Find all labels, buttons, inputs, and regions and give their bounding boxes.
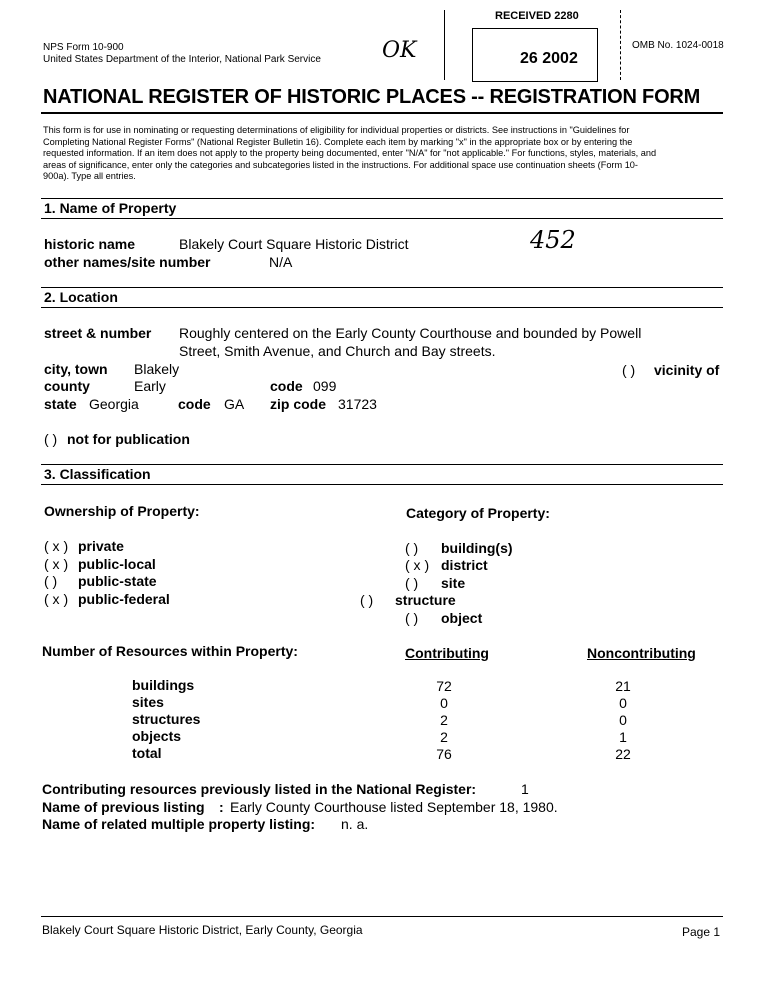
- contributing-value: 0: [440, 695, 448, 711]
- historic-name-value: Blakely Court Square Historic District: [179, 236, 409, 252]
- section-rule: [41, 307, 723, 308]
- other-names-value: N/A: [269, 254, 293, 270]
- section-rule: [41, 287, 723, 288]
- ownership-checkbox[interactable]: ( x ): [44, 538, 69, 554]
- ownership-public-federal-label: public-federal: [78, 591, 170, 607]
- form-title: NATIONAL REGISTER OF HISTORIC PLACES -- REGISTRATION FORM: [43, 86, 701, 108]
- category-district-label: district: [441, 557, 488, 573]
- previous-listing-value: Early County Courthouse listed September 18, 1980.: [230, 799, 558, 815]
- contributing-value: 72: [436, 678, 452, 694]
- section-rule: [41, 218, 723, 219]
- handwritten-number: 452: [530, 226, 576, 254]
- resource-label: buildings: [132, 677, 195, 693]
- noncontributing-value: 0: [619, 695, 627, 711]
- resource-label: structures: [132, 711, 201, 727]
- noncontributing-value: 0: [619, 712, 627, 728]
- category-heading: Category of Property:: [406, 505, 550, 521]
- section-rule: [41, 198, 723, 199]
- ownership-checkbox[interactable]: ( ): [44, 573, 58, 589]
- stamp-right-line: [620, 10, 621, 80]
- noncontributing-value: 21: [615, 678, 631, 694]
- footer-rule: [41, 916, 723, 917]
- handwritten-ok: OK: [382, 38, 417, 63]
- instructions-line: This form is for use in nominating or requesting determinations of eligibility for individual properties or districts. See instructions in "Guidelines for: [43, 125, 630, 135]
- colon: :: [219, 799, 224, 815]
- resource-label: sites: [132, 694, 164, 710]
- state-code-label: code: [178, 396, 211, 412]
- street-line2: Street, Smith Avenue, and Church and Bay streets.: [179, 343, 496, 359]
- ownership-checkbox[interactable]: ( x ): [44, 556, 69, 572]
- street-line1: Roughly centered on the Early County Courthouse and bounded by Powell: [179, 325, 642, 341]
- ownership-public-local-label: public-local: [78, 556, 156, 572]
- street-label: street & number: [44, 325, 152, 341]
- county-label: county: [44, 378, 90, 394]
- category-site-label: site: [441, 575, 466, 591]
- state-label: state: [44, 396, 77, 412]
- footer-district: Blakely Court Square Historic District, Early County, Georgia: [42, 923, 363, 937]
- vicinity-checkbox[interactable]: ( ): [622, 362, 636, 378]
- resources-heading: Number of Resources within Property:: [42, 643, 298, 659]
- ownership-checkbox[interactable]: ( x ): [44, 591, 69, 607]
- noncontributing-header: Noncontributing: [587, 645, 696, 661]
- contributing-header: Contributing: [405, 645, 489, 661]
- category-buildings-label: building(s): [441, 540, 513, 556]
- related-listing-label: Name of related multiple property listing:: [42, 816, 316, 832]
- not-for-publication-checkbox[interactable]: ( ): [44, 431, 58, 447]
- form-number: NPS Form 10-900: [43, 42, 124, 53]
- related-listing-value: n. a.: [341, 816, 369, 832]
- title-rule: [41, 112, 723, 114]
- instructions-line: requested information. If an item does not apply to the property being documented, enter "N/A" for "not applicable." For functions, styles, materials, and: [43, 148, 657, 158]
- category-checkbox[interactable]: ( ): [405, 575, 419, 591]
- state-code-value: GA: [224, 396, 245, 412]
- ownership-heading: Ownership of Property:: [44, 503, 200, 519]
- not-for-publication-label: not for publication: [67, 431, 190, 447]
- county-value: Early: [134, 378, 166, 394]
- previous-listing-label: Name of previous listing: [42, 799, 205, 815]
- category-checkbox[interactable]: ( x ): [405, 557, 430, 573]
- city-label: city, town: [44, 361, 108, 377]
- category-structure-label: structure: [395, 592, 456, 608]
- resource-label: total: [132, 745, 162, 761]
- noncontributing-value: 22: [615, 746, 631, 762]
- section1-heading: 1. Name of Property: [44, 200, 177, 216]
- category-checkbox[interactable]: ( ): [405, 610, 419, 626]
- instructions: [43, 125, 656, 183]
- county-code-label: code: [270, 378, 303, 394]
- section-rule: [41, 464, 723, 465]
- page-number: Page 1: [682, 925, 721, 939]
- contributing-value: 2: [440, 729, 448, 745]
- contributing-value: 76: [436, 746, 452, 762]
- previously-listed-value: 1: [521, 781, 529, 797]
- category-object-label: object: [441, 610, 483, 626]
- county-code-value: 099: [313, 378, 337, 394]
- instructions-line: Completing National Register Forms" (National Register Bulletin 16). Complete each item by marking "x" in the appropriate box or by entering the: [43, 136, 633, 147]
- instructions-line: 900a). Type all entries.: [43, 171, 136, 181]
- received-stamp: RECEIVED 2280: [495, 10, 579, 22]
- omb-number: OMB No. 1024-0018: [632, 40, 724, 51]
- section3-heading: 3. Classification: [44, 466, 151, 482]
- noncontributing-value: 1: [619, 729, 627, 745]
- city-value: Blakely: [134, 361, 180, 377]
- section2-heading: 2. Location: [44, 289, 118, 305]
- section-rule: [41, 484, 723, 485]
- zip-value: 31723: [338, 396, 377, 412]
- other-names-label: other names/site number: [44, 254, 211, 270]
- previously-listed-label: Contributing resources previously listed in the National Register:: [42, 781, 477, 797]
- zip-label: zip code: [270, 396, 327, 412]
- resource-label: objects: [132, 728, 182, 744]
- department-line: United States Department of the Interior, National Park Service: [43, 54, 321, 65]
- state-value: Georgia: [89, 396, 139, 412]
- ownership-public-state-label: public-state: [78, 573, 157, 589]
- ownership-private-label: private: [78, 538, 124, 554]
- contributing-value: 2: [440, 712, 448, 728]
- category-checkbox[interactable]: ( ): [360, 592, 374, 608]
- instructions-line: areas of significance, enter only the categories and subcategories listed in the instructions. For additional space use continuation sheets (Form 10-: [43, 159, 638, 170]
- historic-name-label: historic name: [44, 236, 136, 252]
- stamp-left-line: [444, 10, 445, 80]
- vicinity-label: vicinity of: [654, 362, 720, 378]
- category-checkbox[interactable]: ( ): [405, 540, 419, 556]
- date-stamp: 26 2002: [520, 50, 578, 67]
